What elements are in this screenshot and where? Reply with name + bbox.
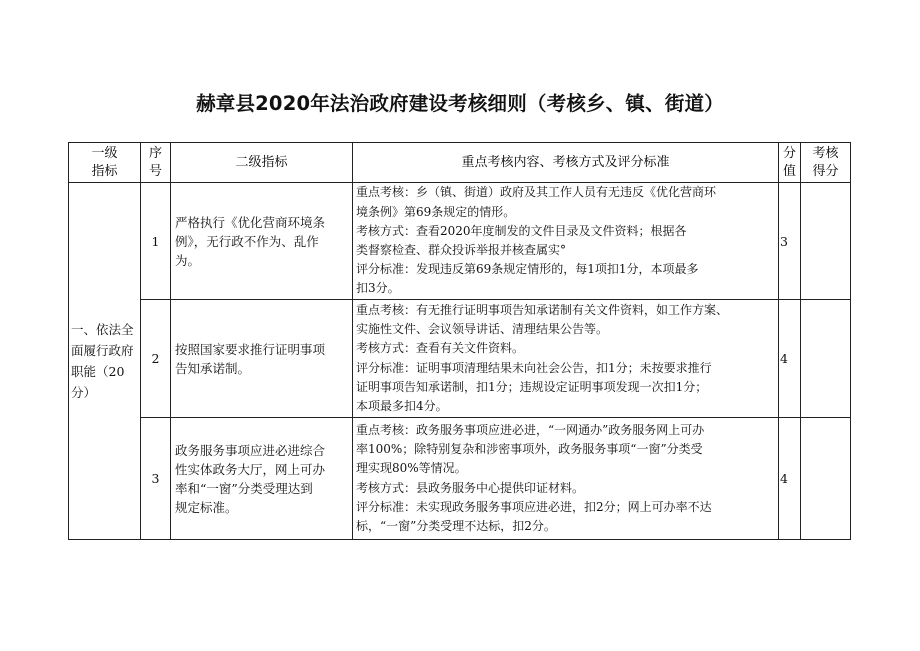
page-title: 赫章县2020年法治政府建设考核细则（考核乡、镇、街道） — [196, 92, 724, 115]
table-row — [69, 418, 851, 540]
assess-score-cell[interactable] — [801, 300, 851, 418]
seq-cell: 1 — [141, 183, 171, 300]
assess-score-cell[interactable] — [801, 418, 851, 540]
table-header-row — [69, 143, 851, 183]
header-level2: 二级指标 — [171, 143, 353, 183]
header-content: 重点考核内容、考核方式及评分标准 — [353, 143, 779, 183]
level1-indicator-cell: 一、依法全 面履行政府 职能（20 分） — [69, 183, 141, 540]
score-cell: 4 — [779, 300, 801, 418]
content-cell: 重点考核：有无推行证明事项告知承诺制有关文件资料，如工作方案、 实施性文件、会议领导讲话、清理结果公告等。 考核方式：查看有关文件资料。 评分标准：证明事项清理结果未向社会公告，扣1分；未按要求推行 证明事项告知承诺制，扣1分；违规设定证明事项发现一次扣1分； 本项最多扣4分。 — [353, 300, 779, 418]
header-assess: 考核 得分 — [801, 143, 851, 183]
assess-score-cell[interactable] — [801, 183, 851, 300]
score-cell: 4 — [779, 418, 801, 540]
header-level1: 一级 指标 — [69, 143, 141, 183]
score-cell: 3 — [779, 183, 801, 300]
content-cell: 重点考核：政务服务事项应进必进，“一网通办”政务服务网上可办 率100%；除特别复杂和涉密事项外，政务服务事项“一窗”分类受 理实现80%等情况。 考核方式：县政务服务中心提供印证材料。 评分标准：未实现政务服务事项应进必进，扣2分；网上可办率不达 标，“一窗”分类受理不达标，扣2分。 — [353, 418, 779, 540]
assessment-table — [68, 142, 851, 540]
table-row — [69, 300, 851, 418]
seq-cell: 2 — [141, 300, 171, 418]
header-score: 分 值 — [779, 143, 801, 183]
level2-indicator-cell: 严格执行《优化营商环境条 例》，无行政不作为、乱作 为。 — [171, 183, 353, 300]
header-seq: 序 号 — [141, 143, 171, 183]
level2-indicator-cell: 政务服务事项应进必进综合 性实体政务大厅，网上可办 率和“一窗”分类受理达到 规定标准。 — [171, 418, 353, 540]
seq-cell: 3 — [141, 418, 171, 540]
content-cell: 重点考核：乡（镇、街道）政府及其工作人员有无违反《优化营商环 境条例》第69条规定的情形。 考核方式：查看2020年度制发的文件目录及文件资料；根据各 类督察检查、群众投诉举报并核查属实° 评分标准：发现违反第69条规定情形的，每1项扣1分，本项最多 扣3分。 — [353, 183, 779, 300]
table-row — [69, 183, 851, 300]
level2-indicator-cell: 按照国家要求推行证明事项 告知承诺制。 — [171, 300, 353, 418]
